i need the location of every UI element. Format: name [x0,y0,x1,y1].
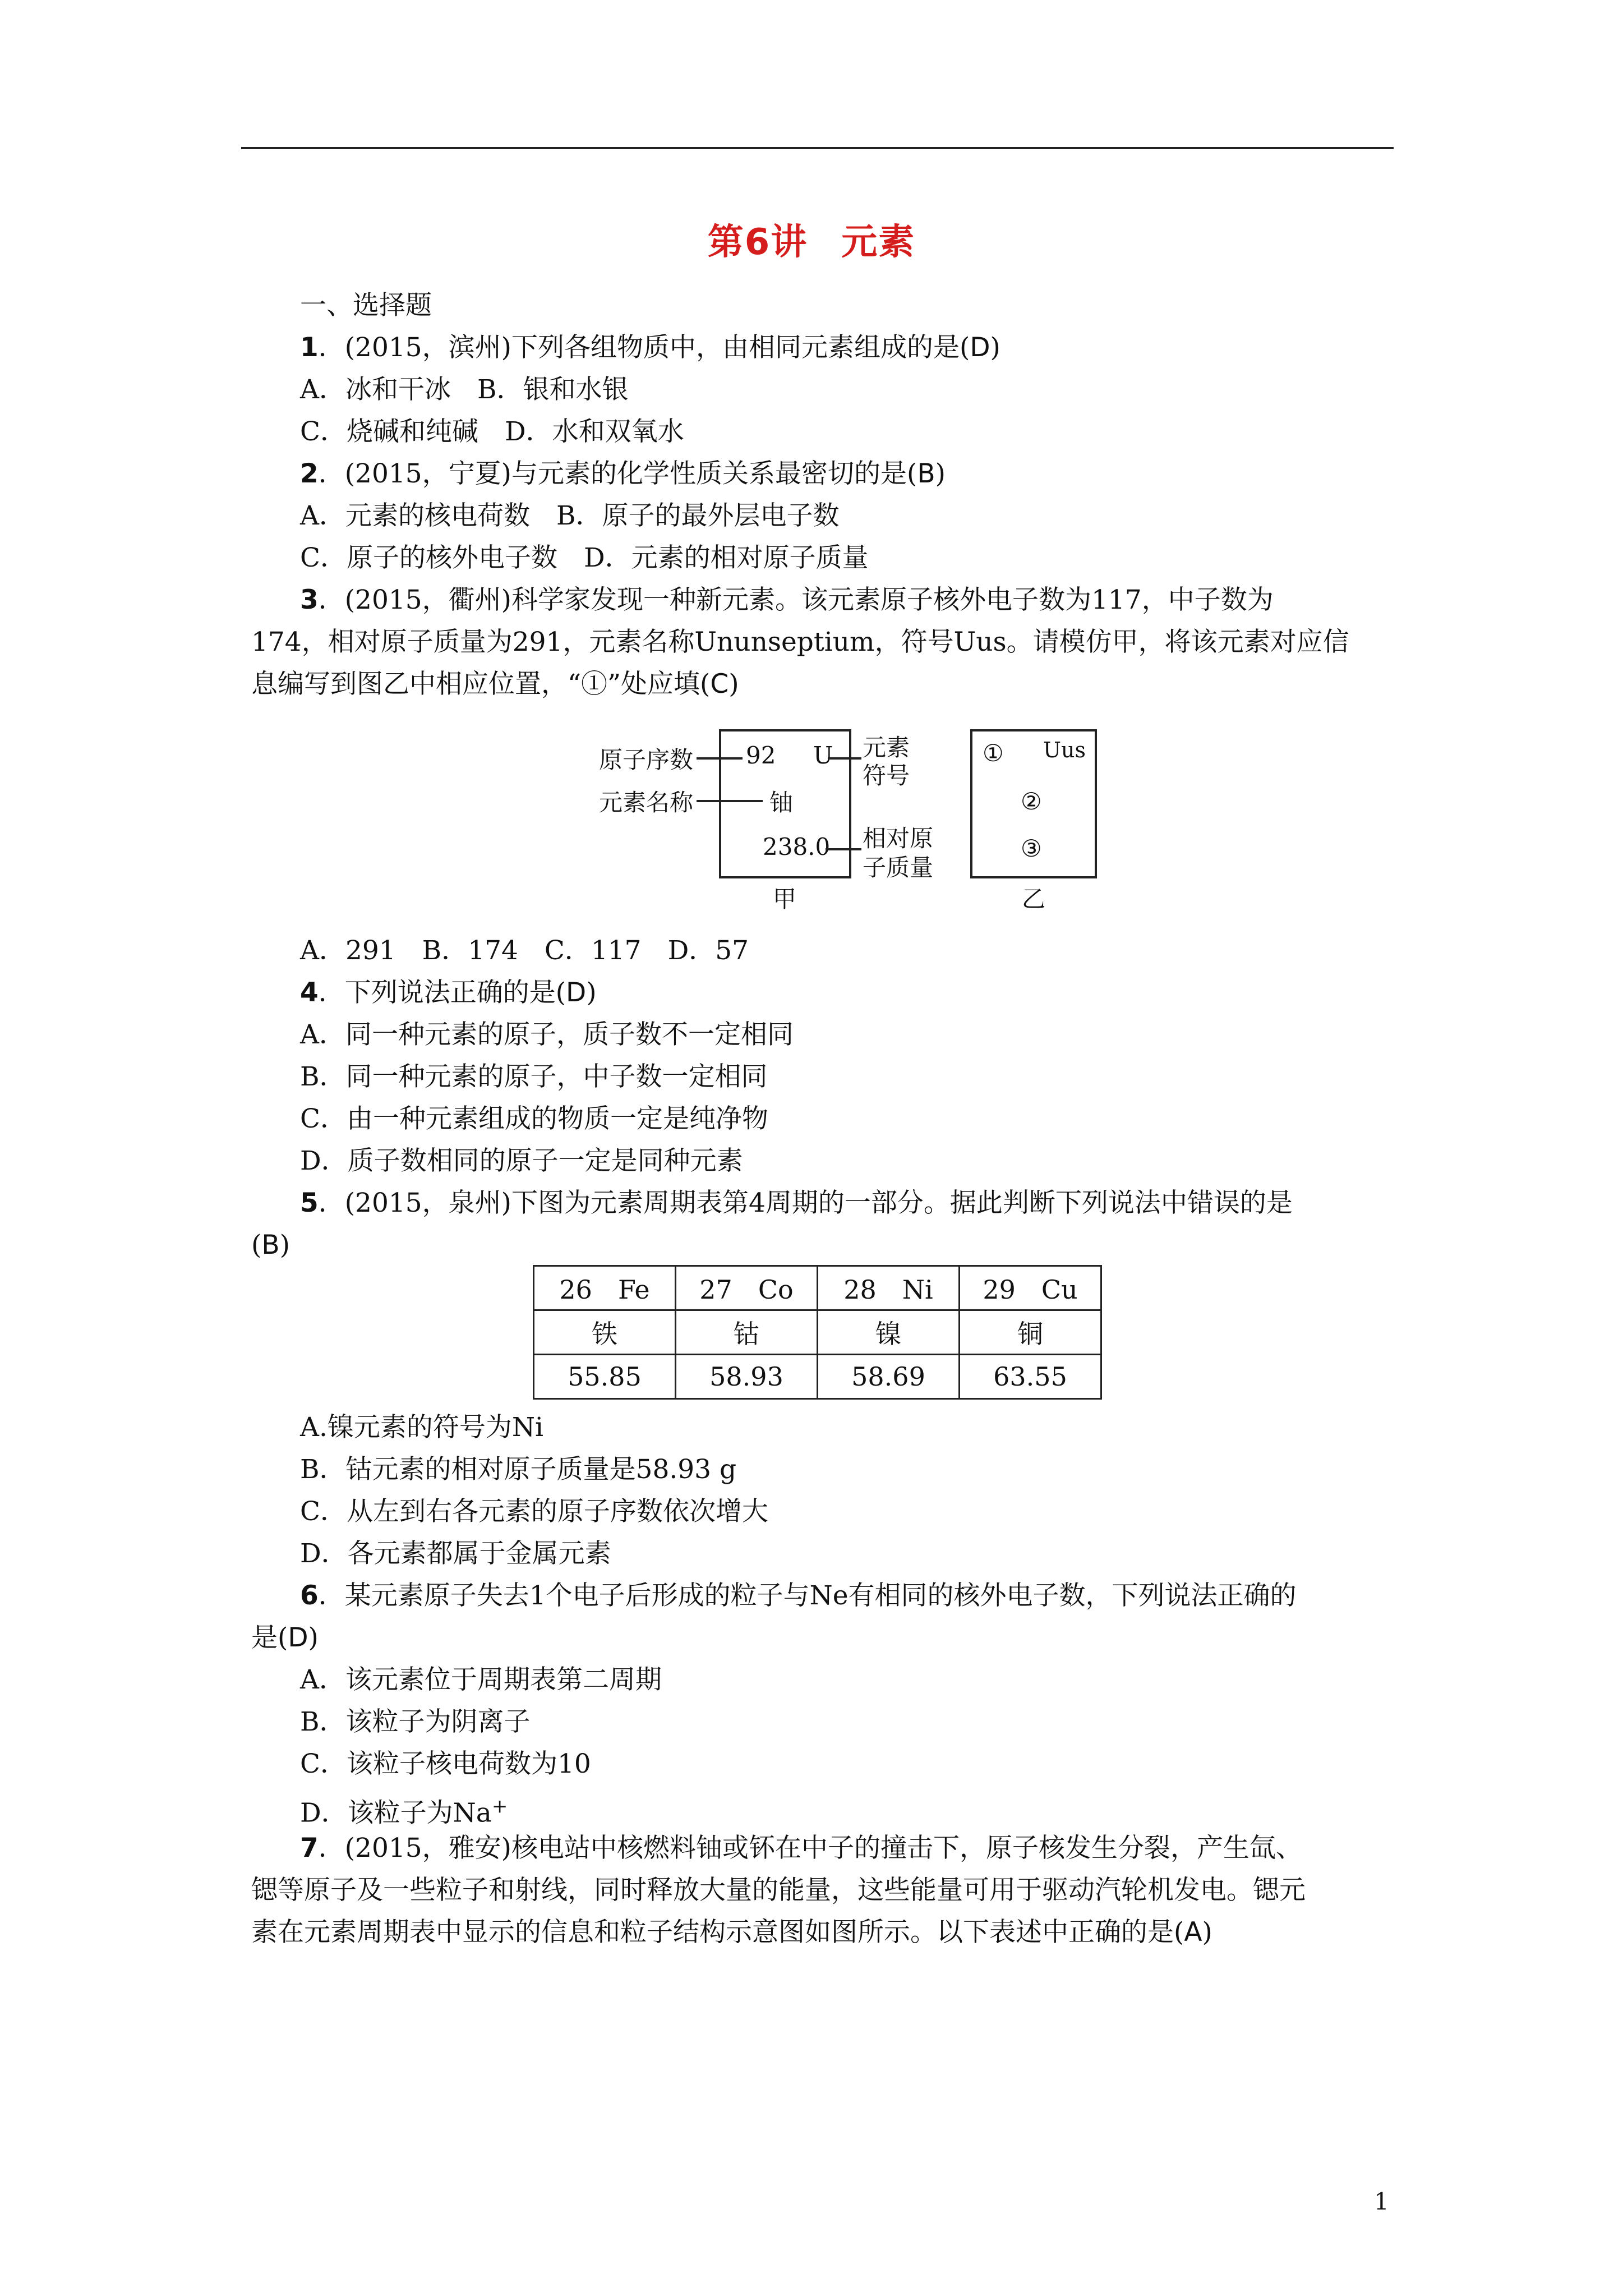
header-rule [241,147,1394,149]
blank-1: ① [983,739,1004,767]
q3-line-2: 174，相对原子质量为291，元素名称Ununseptium，符号Uus。请模仿甲，将该元素对应信 [251,627,1349,657]
pointer-line [828,757,861,760]
q4-option-a: A．同一种元素的原子，质子数不一定相同 [300,1019,794,1050]
element-symbol: U [813,742,833,769]
figure-caption-yi: 乙 [1022,885,1046,913]
question-7: 7．(2015，雅安)核电站中核燃料铀或钚在中子的撞击下，原子核发生分裂，产生氙、 [300,1833,1302,1864]
q1-options-ab: A．冰和干冰 B．银和水银 [300,374,629,405]
label-symbol-1: 元素 [863,734,910,761]
q2-options-ab: A．元素的核电荷数 B．原子的最外层电子数 [300,500,840,531]
label-mass-1: 相对原 [863,825,934,852]
periodic-table-fragment [533,1265,1102,1400]
element-name: 铀 [769,789,794,816]
question-5: 5．(2015，泉州)下图为元素周期表第4周期的一部分。据此判断下列说法中错误的是 [300,1188,1293,1218]
q6-option-b: B．该粒子为阴离子 [300,1706,531,1737]
table-cell: 26 Fe [534,1266,676,1310]
q3-options: A．291 B．174 C．117 D．57 [300,935,749,966]
table-cell: 28 Ni [818,1266,960,1310]
q3-line-3: 息编写到图乙中相应位置，“①”处应填(C) [251,669,739,700]
q5-option-c: C．从左到右各元素的原子序数依次增大 [300,1496,768,1527]
q7-line-2: 锶等原子及一些粒子和射线，同时释放大量的能量，这些能量可用于驱动汽轮机发电。锶元 [251,1875,1306,1906]
q5-option-d: D．各元素都属于金属元素 [300,1538,611,1569]
q1-options-cd: C．烧碱和纯碱 D．水和双氧水 [300,416,684,447]
label-element-name: 元素名称 [599,789,694,816]
table-cell: 58.69 [818,1355,960,1399]
section-heading: 一、选择题 [300,290,432,321]
pointer-line [697,757,743,760]
table-cell: 铜 [960,1310,1101,1355]
q5-option-a: A.镍元素的符号为Ni [300,1412,544,1443]
question-1: 1．(2015，滨州)下列各组物质中，由相同元素组成的是(D) [300,332,1000,363]
label-atomic-number: 原子序数 [599,746,694,774]
q4-option-b: B．同一种元素的原子，中子数一定相同 [300,1061,768,1092]
q6-option-c: C．该粒子核电荷数为10 [300,1749,591,1779]
page-number: 1 [1374,2188,1389,2215]
blank-3: ③ [1021,835,1042,862]
q5-option-b: B．钴元素的相对原子质量是58.93 g [300,1454,737,1485]
atomic-number: 92 [746,742,776,769]
table-cell: 58.93 [676,1355,818,1399]
table-row [534,1266,1101,1310]
question-6: 6．某元素原子失去1个电子后形成的粒子与Ne有相同的核外电子数，下列说法正确的 [300,1580,1297,1611]
q6-line-2: 是(D) [251,1622,319,1653]
label-mass-2: 子质量 [863,854,934,881]
table-cell: 27 Co [676,1266,818,1310]
element-symbol-uus: Uus [1043,738,1086,762]
table-row [534,1355,1101,1399]
q5-answer: (B) [251,1230,290,1260]
pointer-line [697,800,763,802]
table-cell: 钴 [676,1310,818,1355]
table-row [534,1310,1101,1355]
label-symbol-2: 符号 [863,762,910,789]
q6-option-a: A．该元素位于周期表第二周期 [300,1664,662,1695]
table-cell: 镍 [818,1310,960,1355]
question-4: 4．下列说法正确的是(D) [300,977,597,1008]
q2-options-cd: C．原子的核外电子数 D．元素的相对原子质量 [300,542,869,573]
q7-line-3: 素在元素周期表中显示的信息和粒子结构示意图如图所示。以下表述中正确的是(A) [251,1917,1212,1948]
question-3: 3．(2015，衢州)科学家发现一种新元素。该元素原子核外电子数为117，中子数为 [300,585,1274,615]
q4-option-d: D．质子数相同的原子一定是同种元素 [300,1145,743,1176]
q6-option-d: D．该粒子为Na+ [300,1795,508,1829]
table-cell: 55.85 [534,1355,676,1399]
q4-option-c: C．由一种元素组成的物质一定是纯净物 [300,1103,768,1134]
figure-caption-jia: 甲 [773,885,797,913]
page-title: 第6讲 元素 [707,222,916,263]
table-cell: 63.55 [960,1355,1101,1399]
question-2: 2．(2015，宁夏)与元素的化学性质关系最密切的是(B) [300,458,946,489]
atomic-mass: 238.0 [763,833,831,861]
pointer-line [826,848,861,850]
table-cell: 29 Cu [960,1266,1101,1310]
blank-2: ② [1021,788,1042,815]
table-cell: 铁 [534,1310,676,1355]
